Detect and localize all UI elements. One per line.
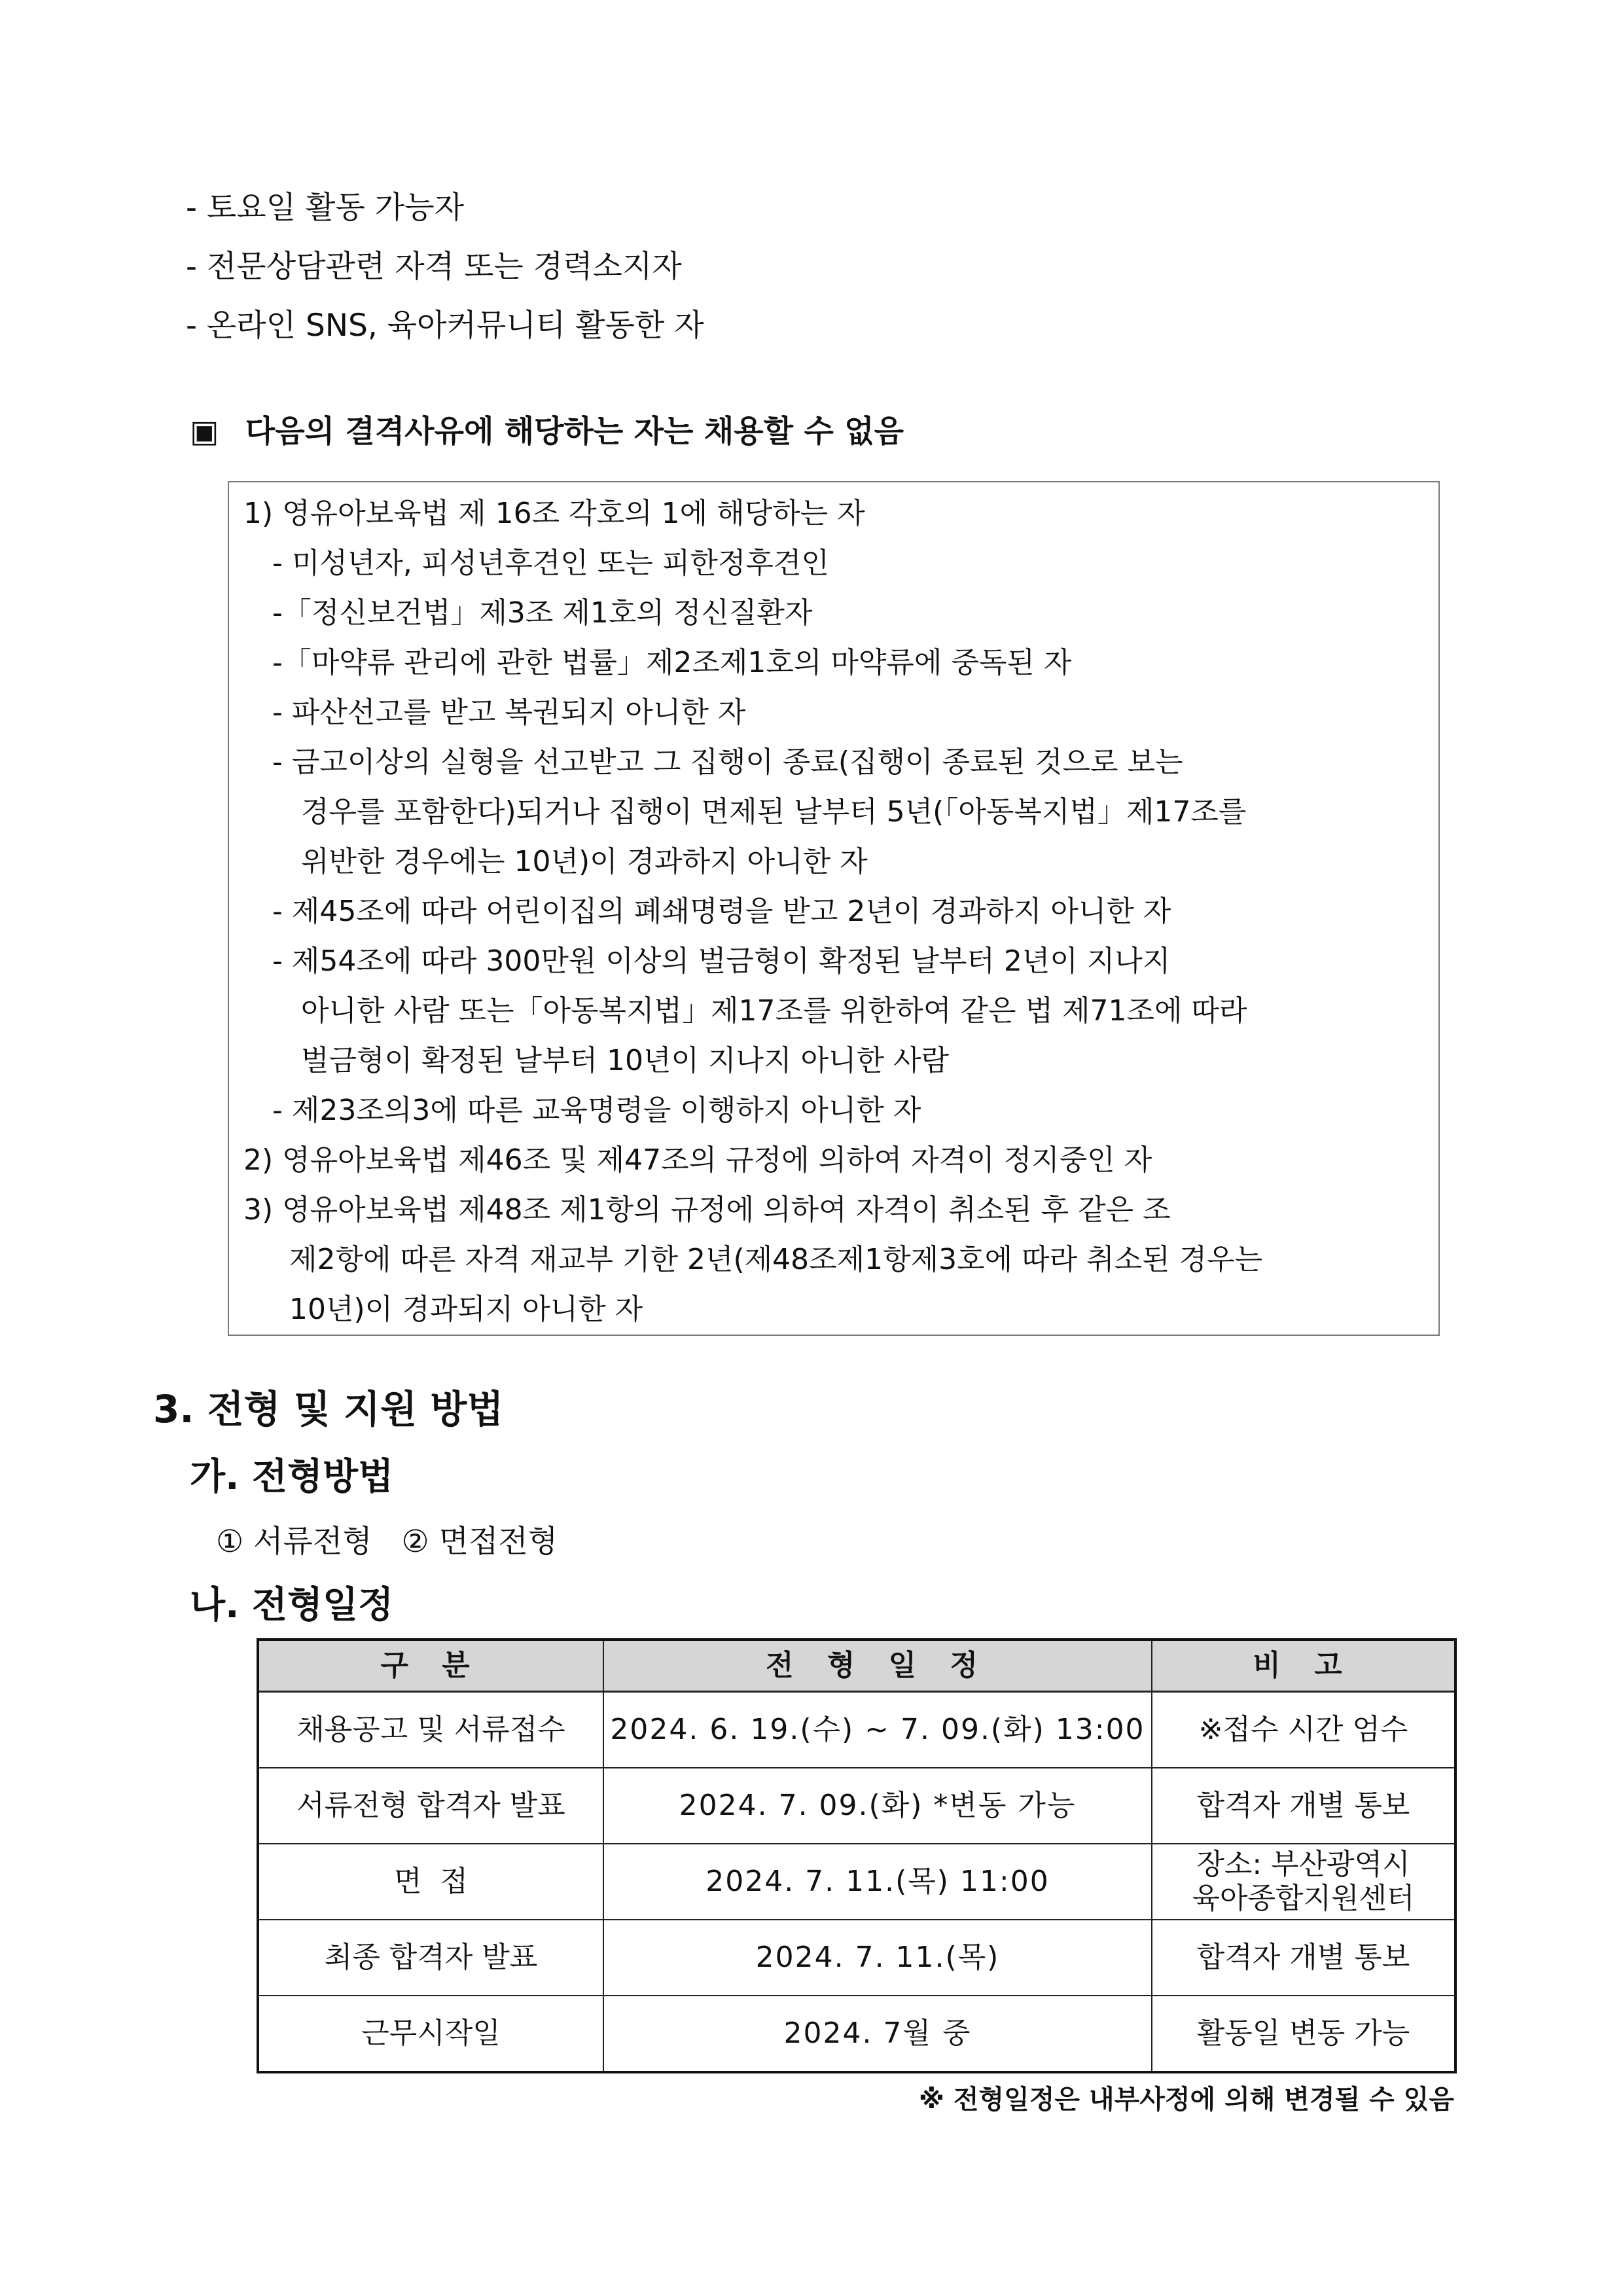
preferred-item-online-activity: - 온라인 SNS, 육아커뮤니티 활동한 자 [186, 308, 704, 344]
row-category: 채용공고 및 서류접수 [258, 1692, 603, 1768]
disq-line: 아니한 사람 또는「아동복지법」제17조를 위한하여 같은 법 제71조에 따라 [301, 994, 1247, 1028]
table-row [258, 1768, 1455, 1844]
table-row [258, 1692, 1455, 1768]
disq-line: 경우를 포함한다)되거나 집행이 면제된 날부터 5년(「아동복지법」제17조를 [301, 795, 1247, 829]
disq-line: - 제45조에 따라 어린이집의 폐쇄명령을 받고 2년이 경과하지 아니한 자 [272, 895, 1171, 928]
disq-line: - 파산선고를 받고 복권되지 아니한 자 [272, 696, 746, 729]
schedule-heading: 나. 전형일정 [190, 1584, 394, 1626]
disq-line: 10년)이 경과되지 아니한 자 [289, 1293, 643, 1326]
disq-line: - 제54조에 따라 300만원 이상의 벌금형이 확정된 날부터 2년이 지나지 [272, 944, 1171, 978]
disq-line: 위반한 경우에는 10년)이 경과하지 아니한 자 [301, 845, 868, 878]
col-header-note: 비 고 [1152, 1640, 1455, 1692]
col-header-category: 구 분 [258, 1640, 603, 1692]
disq-line: - 금고이상의 실형을 선고받고 그 집행이 종료(집행이 종료된 것으로 보는 [272, 745, 1183, 779]
method-items: ① 서류전형 ② 면접전형 [216, 1524, 558, 1560]
row-note: 합격자 개별 통보 [1152, 1920, 1455, 1996]
section-title: 3. 전형 및 지원 방법 [153, 1387, 504, 1431]
row-note-line: 육아종합지원센터 [1192, 1882, 1415, 1915]
table-row [258, 1920, 1455, 1996]
schedule-note: ※ 전형일정은 내부사정에 의해 변경될 수 있음 [919, 2085, 1454, 2115]
row-note: 합격자 개별 통보 [1152, 1768, 1455, 1844]
row-schedule: 2024. 7. 11.(목) 11:00 [603, 1844, 1152, 1920]
preferred-item-saturday: - 토요일 활동 가능자 [186, 190, 464, 226]
disq-line: - 제23조의3에 따른 교육명령을 이행하지 아니한 자 [272, 1094, 921, 1127]
disq-line: 벌금형이 확정된 날부터 10년이 지나지 아니한 사람 [301, 1044, 949, 1077]
table-header-row [258, 1640, 1455, 1692]
square-marker-icon: ▣ [190, 414, 219, 450]
preferred-item-certification: - 전문상담관련 자격 또는 경력소지자 [186, 249, 682, 285]
row-category: 면 접 [258, 1844, 603, 1920]
disq-line: 3) 영유아보육법 제48조 제1항의 규정에 의하여 자격이 취소된 후 같은 조 [243, 1193, 1171, 1227]
row-category: 근무시작일 [258, 1996, 603, 2072]
row-note: 활동일 변동 가능 [1152, 1996, 1455, 2072]
disq-line: -「정신보건법」제3조 제1호의 정신질환자 [272, 596, 813, 630]
disq-line: 2) 영유아보육법 제46조 및 제47조의 규정에 의하여 자격이 정지중인 자 [243, 1143, 1152, 1177]
disqualification-box [228, 481, 1440, 1336]
disq-line: 1) 영유아보육법 제 16조 각호의 1에 해당하는 자 [243, 497, 865, 530]
row-schedule: 2024. 7월 중 [603, 1996, 1152, 2072]
row-note-line: 장소: 부산광역시 [1196, 1848, 1410, 1881]
row-schedule: 2024. 6. 19.(수) ~ 7. 09.(화) 13:00 [603, 1692, 1152, 1768]
disqualification-heading: 다음의 결격사유에 해당하는 자는 채용할 수 없음 [245, 414, 904, 450]
row-note: ※접수 시간 엄수 [1152, 1692, 1455, 1768]
disq-line: 제2항에 따른 자격 재교부 기한 2년(제48조제1항제3호에 따라 취소된 경우는 [289, 1243, 1263, 1276]
row-category: 최종 합격자 발표 [258, 1920, 603, 1996]
row-schedule: 2024. 7. 09.(화) *변동 가능 [603, 1768, 1152, 1844]
col-header-schedule: 전 형 일 정 [603, 1640, 1152, 1692]
disq-line: - 미성년자, 피성년후견인 또는 피한정후견인 [272, 547, 829, 580]
table-row [258, 1996, 1455, 2072]
row-category: 서류전형 합격자 발표 [258, 1768, 603, 1844]
method-heading: 가. 전형방법 [190, 1456, 394, 1498]
disqualification-heading-row [190, 412, 904, 452]
disq-line: -「마약류 관리에 관한 법률」제2조제1호의 마약류에 중독된 자 [272, 646, 1072, 679]
table-row [258, 1844, 1455, 1920]
row-note [1152, 1844, 1455, 1920]
schedule-table [257, 1638, 1457, 2073]
row-schedule: 2024. 7. 11.(목) [603, 1920, 1152, 1996]
